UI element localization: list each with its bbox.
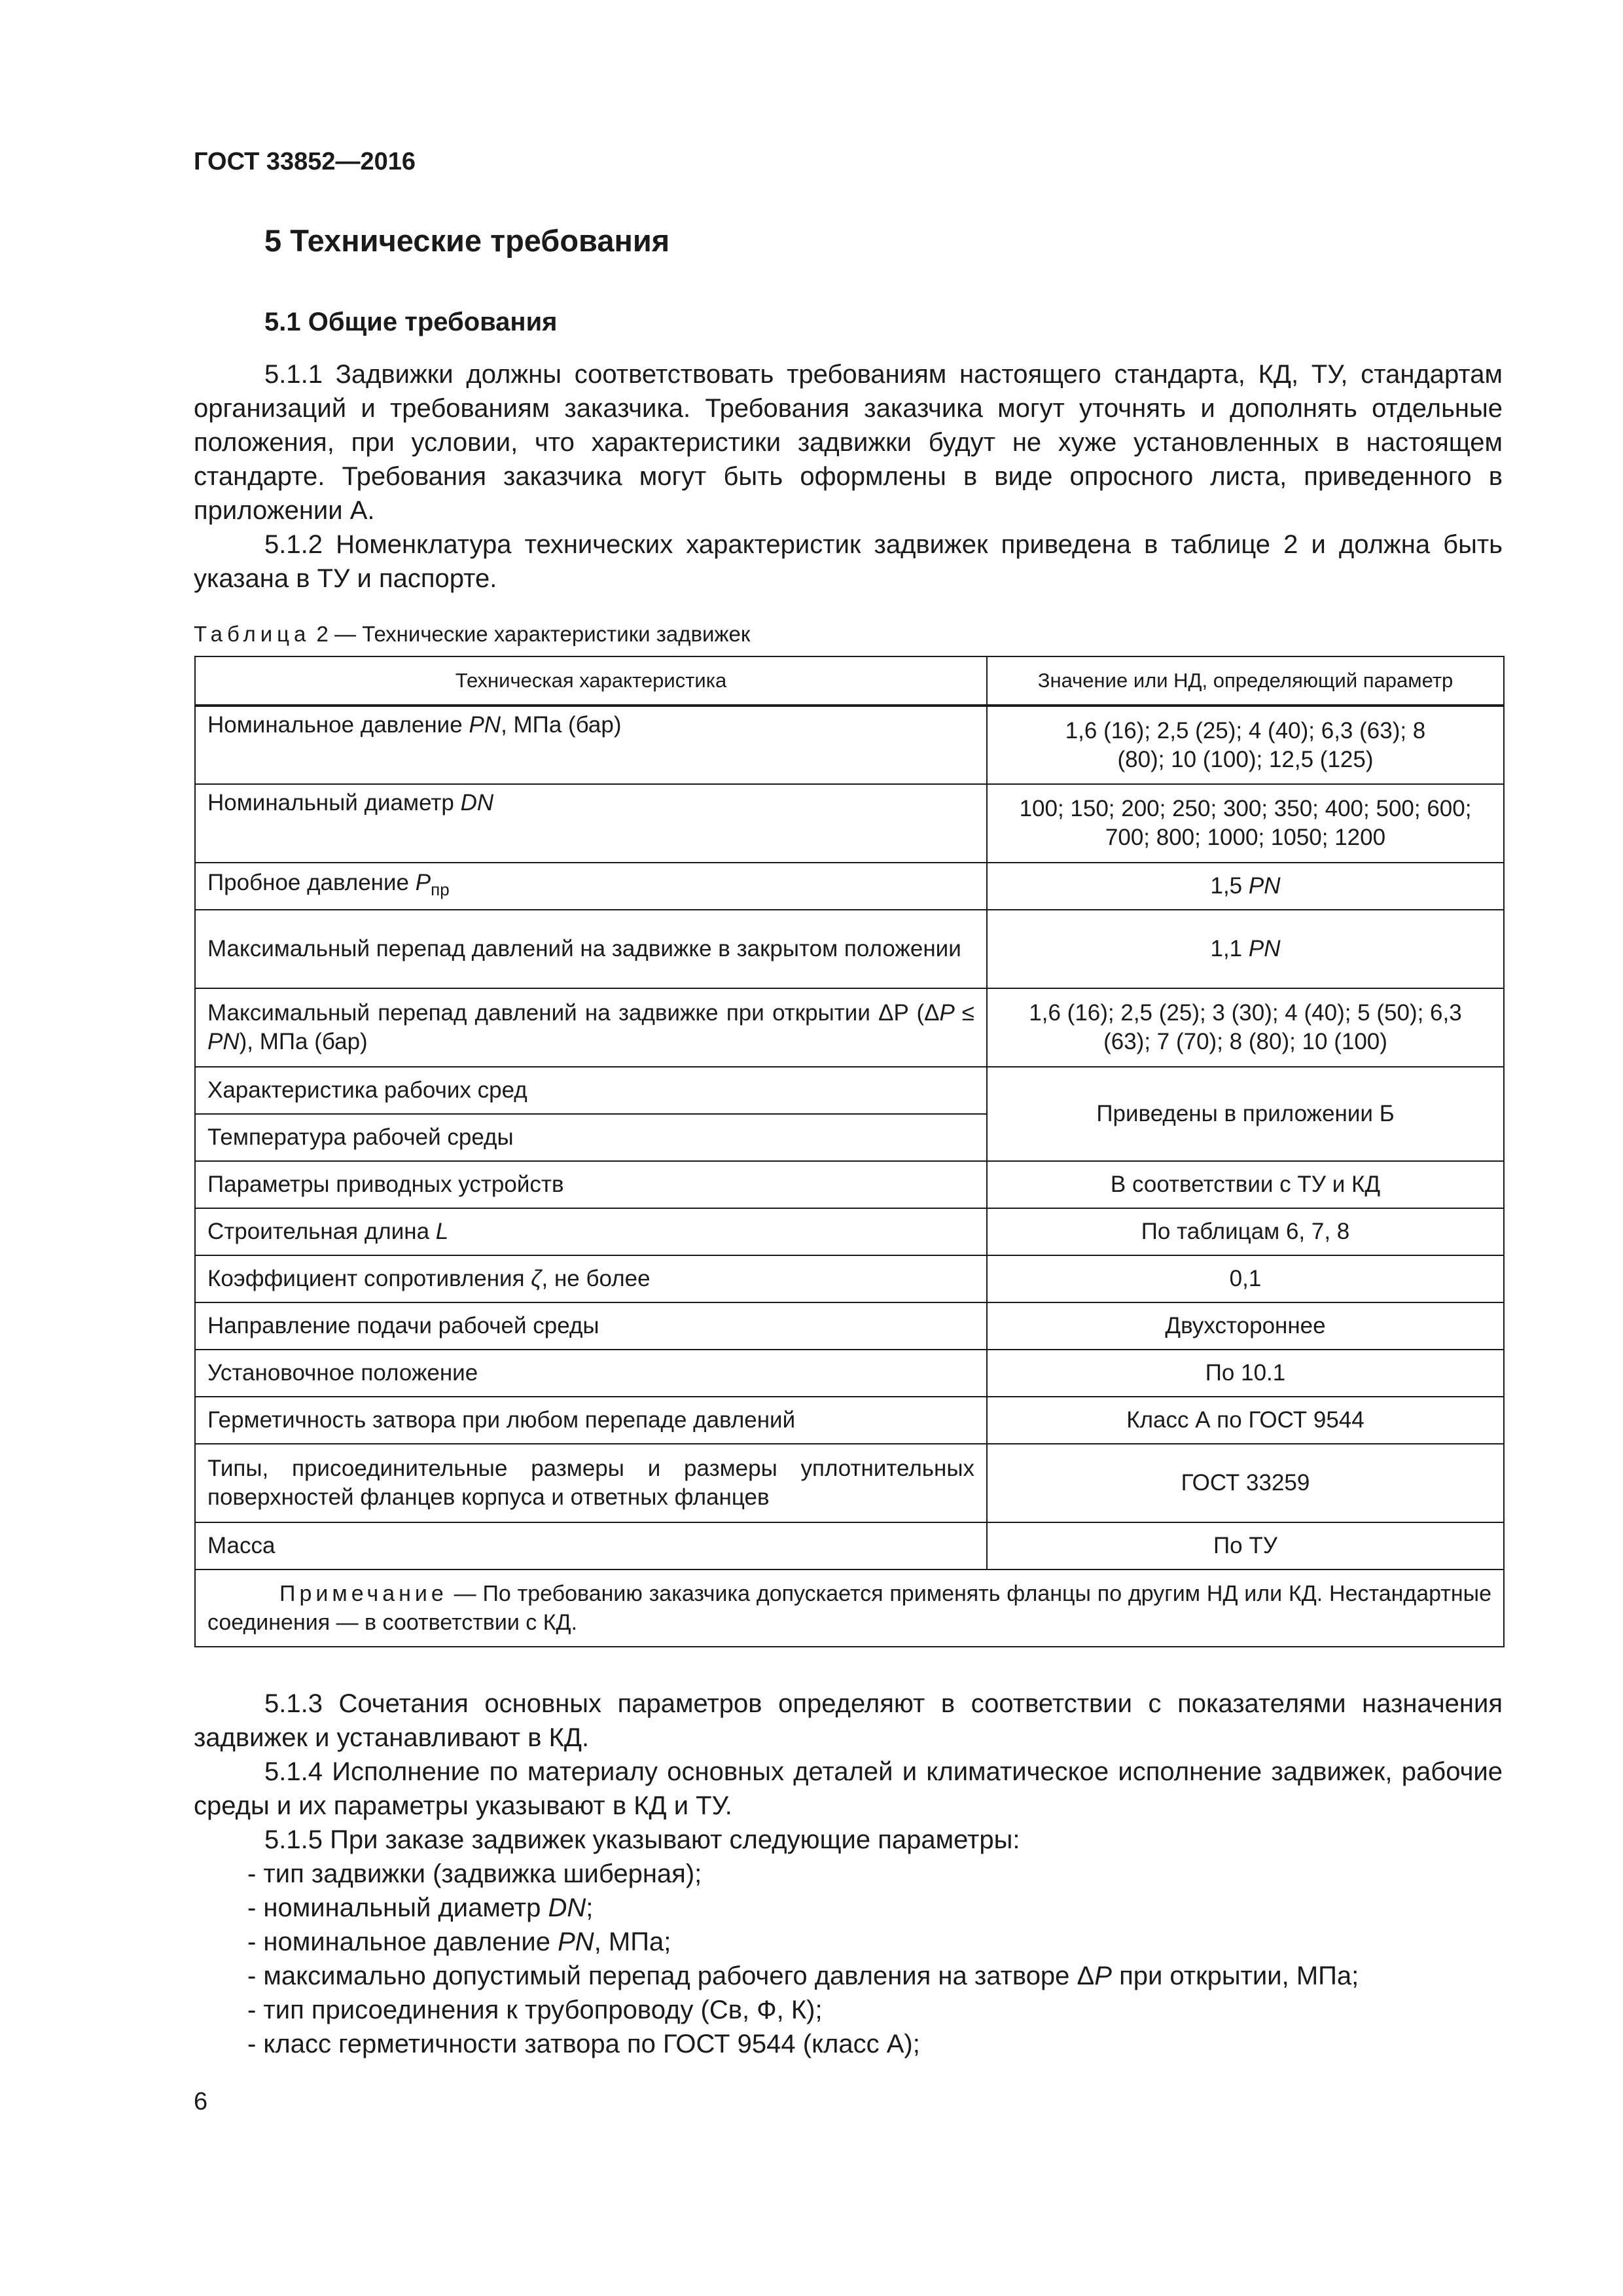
list-item-text: при открытии, МПа; <box>1111 1962 1359 1990</box>
specifications-table <box>194 656 1505 1647</box>
table-header-value: Значение или НД, определяющий параметр <box>987 656 1504 706</box>
table-cell <box>987 863 1504 910</box>
paragraph-5-1-1: 5.1.1 Задвижки должны соответствовать требованиям настоящего стандарта, КД, ТУ, стандартам организаций и требованиям заказчика. Требования заказчика могут уточнять и дополнять отдельные положения, при условии, что характеристики задвижки будут не хуже установленных в настоящем стандарте. Требования заказчика могут быть оформлены в виде опросного листа, приведенного в приложении А. <box>194 360 1503 525</box>
cell-text: ), МПа (бар) <box>239 1029 368 1054</box>
table-row <box>195 784 1504 863</box>
list-item-text: ; <box>586 1893 594 1922</box>
table-cell: По таблицам 6, 7, 8 <box>987 1208 1504 1255</box>
table-cell: Температура рабочей среды <box>195 1114 987 1161</box>
table-caption-label: Таблица <box>194 622 311 646</box>
table-note-text: — По требованию заказчика допускается применять фланцы по другим НД или КД. Нестандартные соединения — в соответствии с КД. <box>207 1581 1491 1635</box>
cell-text: 1,1 <box>1210 936 1249 961</box>
cell-text: 1,5 <box>1210 873 1249 899</box>
paragraph-5-1-5: 5.1.5 При заказе задвижек указывают следующие параметры: <box>264 1825 1020 1854</box>
table-cell: Класс А по ГОСТ 9544 <box>987 1397 1504 1444</box>
list-item-text: , МПа; <box>594 1928 671 1956</box>
paragraph-5-1-2: 5.1.2 Номенклатура технических характеристик задвижек приведена в таблице 2 и должна быть указана в ТУ и паспорте. <box>194 530 1503 593</box>
table-cell: По 10.1 <box>987 1350 1504 1397</box>
table-cell: Характеристика рабочих сред <box>195 1067 987 1114</box>
table-note <box>195 1570 1504 1647</box>
cell-text-italic: P <box>415 870 431 895</box>
cell-text: Коэффициент сопротивления <box>207 1266 531 1291</box>
table-cell: Установочное положение <box>195 1350 987 1397</box>
list-item: - класс герметичности затвора по ГОСТ 9544 (класс А); <box>247 2030 920 2058</box>
subsection-title: 5.1 Общие требования <box>264 308 558 336</box>
paragraph-5-1-3: 5.1.3 Сочетания основных параметров определяют в соответствии с показателями назначения задвижек и устанавливают в КД. <box>194 1689 1503 1752</box>
list-item: - тип присоединения к трубопроводу (Св, Ф, К); <box>247 1996 823 2024</box>
list-item: - тип задвижки (задвижка шиберная); <box>247 1859 702 1888</box>
cell-text-italic: PN <box>469 712 501 738</box>
list-item-italic: DN <box>548 1893 586 1922</box>
table-cell: Параметры приводных устройств <box>195 1161 987 1208</box>
table-note-label: Примечание <box>279 1581 448 1606</box>
table-cell: 0,1 <box>987 1255 1504 1302</box>
table-header-row <box>195 656 1504 706</box>
list-item-italic: P <box>1094 1962 1112 1990</box>
cell-text: Максимальный перепад давлений на задвижке при открытии ΔP (Δ <box>207 1000 940 1026</box>
cell-text: , МПа (бар) <box>501 712 622 738</box>
list-item-text: - номинальное давление <box>247 1928 558 1956</box>
table-row <box>195 988 1504 1067</box>
table-cell <box>987 910 1504 988</box>
cell-text-italic: DN <box>460 790 494 816</box>
table-cell: Двухстороннее <box>987 1302 1504 1350</box>
table-cell: Масса <box>195 1522 987 1570</box>
list-item <box>194 1959 1503 1993</box>
table-cell <box>195 1255 987 1302</box>
table-cell: 1,6 (16); 2,5 (25); 4 (40); 6,3 (63); 8 (80); 10 (100); 12,5 (125) <box>987 706 1504 784</box>
table-row <box>195 1255 1504 1302</box>
table-cell <box>195 784 987 863</box>
table-note-row <box>195 1570 1504 1647</box>
list-item <box>194 1891 1503 1925</box>
cell-text-italic: L <box>435 1219 449 1244</box>
list-item-text: - максимально допустимый перепад рабочего давления на затворе Δ <box>247 1962 1095 1990</box>
table-cell: ГОСТ 33259 <box>987 1444 1504 1522</box>
cell-text-italic: PN <box>1248 873 1281 899</box>
table-cell: Максимальный перепад давлений на задвижке в закрытом положении <box>195 910 987 988</box>
table-cell: Герметичность затвора при любом перепаде давлений <box>195 1397 987 1444</box>
cell-text-italic: P ≤ PN <box>207 1000 974 1054</box>
table-row <box>195 1444 1504 1522</box>
table-row <box>195 1302 1504 1350</box>
cell-text: Пробное давление <box>207 870 416 895</box>
cell-text-italic: PN <box>1248 936 1281 961</box>
table-row <box>195 1350 1504 1397</box>
table-row <box>195 910 1504 988</box>
section-title: 5 Технические требования <box>264 223 670 258</box>
cell-text: Номинальное давление <box>207 712 469 738</box>
cell-text-subscript: пр <box>431 880 450 899</box>
table-cell: 1,6 (16); 2,5 (25); 3 (30); 4 (40); 5 (50); 6,3 (63); 7 (70); 8 (80); 10 (100) <box>987 988 1504 1067</box>
page-number: 6 <box>194 2088 208 2115</box>
table-row <box>195 706 1504 784</box>
table-row <box>195 1522 1504 1570</box>
list-item-text: - номинальный диаметр <box>247 1893 548 1922</box>
table-cell: В соответствии с ТУ и КД <box>987 1161 1504 1208</box>
cell-text: Строительная длина <box>207 1219 436 1244</box>
table-cell <box>195 863 987 910</box>
cell-text-italic: ζ <box>531 1266 542 1291</box>
table-cell: 100; 150; 200; 250; 300; 350; 400; 500; 600; 700; 800; 1000; 1050; 1200 <box>987 784 1504 863</box>
table-caption <box>194 622 750 647</box>
table-caption-text: 2 — Технические характеристики задвижек <box>310 622 751 646</box>
table-row <box>195 1161 1504 1208</box>
table-cell: Типы, присоединительные размеры и размеры уплотнительных поверхностей фланцев корпуса и ответных фланцев <box>195 1444 987 1522</box>
table-cell <box>195 706 987 784</box>
table-cell: Направление подачи рабочей среды <box>195 1302 987 1350</box>
table-row <box>195 1067 1504 1114</box>
list-item-italic: PN <box>558 1928 594 1956</box>
table-row <box>195 863 1504 910</box>
table-cell: Приведены в приложении Б <box>987 1067 1504 1161</box>
table-cell <box>195 1208 987 1255</box>
document-id: ГОСТ 33852—2016 <box>194 148 416 175</box>
paragraph-5-1-4: 5.1.4 Исполнение по материалу основных деталей и климатическое исполнение задвижек, рабочие среды и их параметры указывают в КД и ТУ. <box>194 1757 1503 1820</box>
cell-text: , не более <box>541 1266 651 1291</box>
table-row <box>195 1208 1504 1255</box>
order-parameters-list <box>194 1857 1503 2061</box>
list-item <box>194 1925 1503 1959</box>
table-row <box>195 1397 1504 1444</box>
cell-text: Номинальный диаметр <box>207 790 461 816</box>
table-cell <box>195 988 987 1067</box>
table-header-characteristic: Техническая характеристика <box>195 656 987 706</box>
table-cell: По ТУ <box>987 1522 1504 1570</box>
